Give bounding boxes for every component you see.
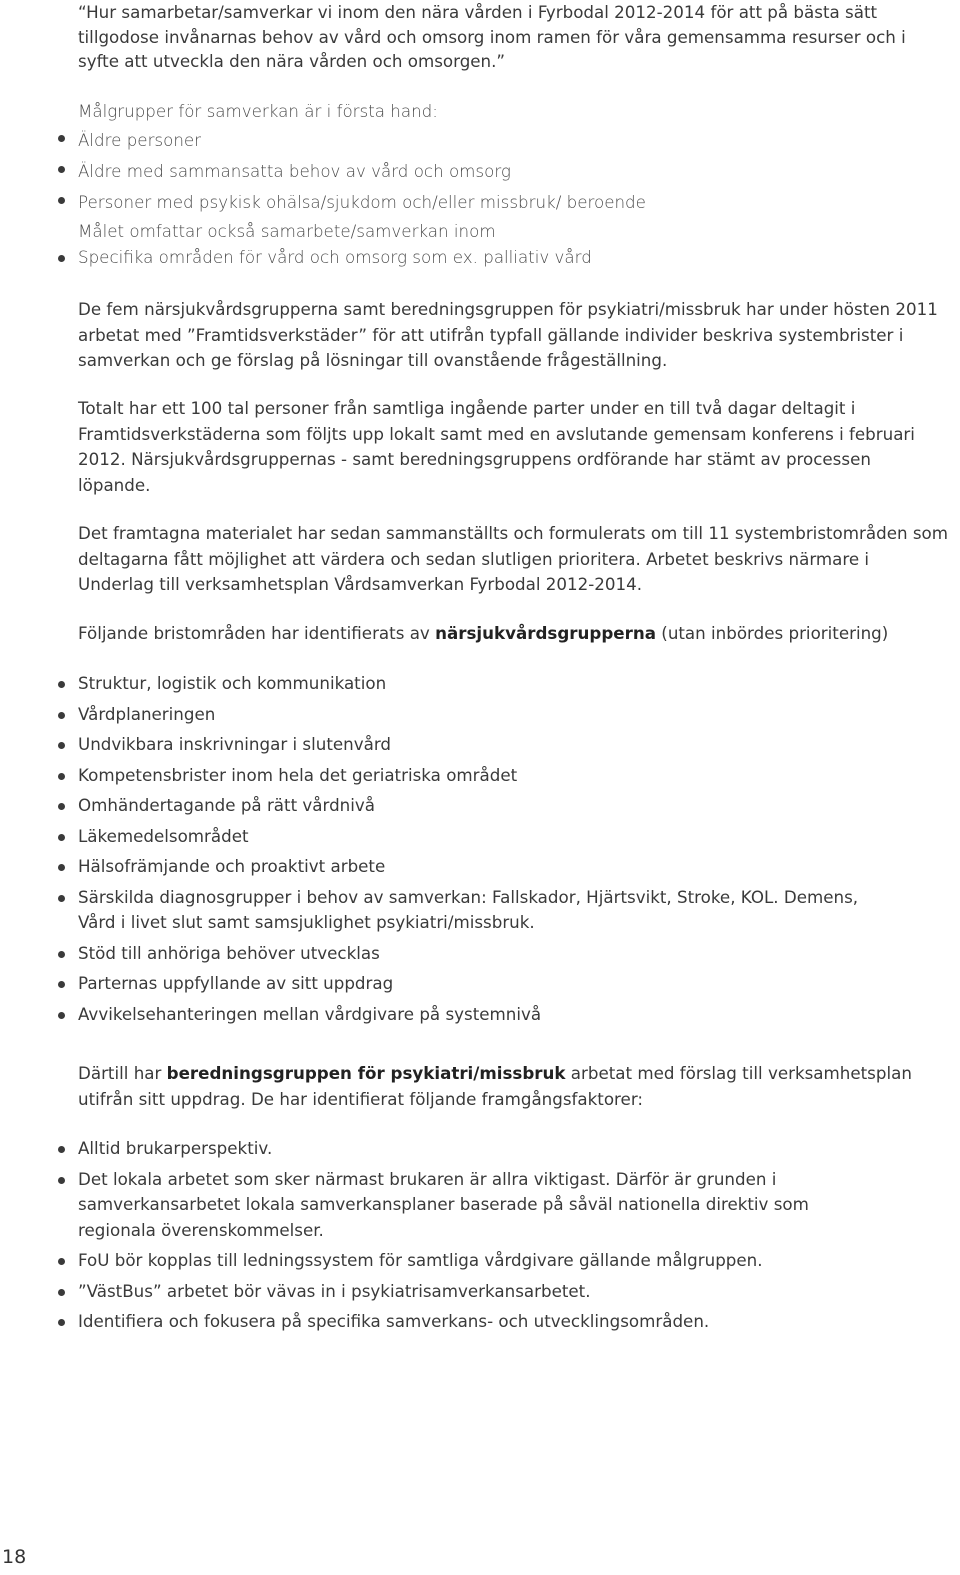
list-item: Parternas uppfyllande av sitt uppdrag bbox=[20, 971, 890, 997]
success-intro-text: Därtill har bbox=[78, 1063, 167, 1083]
success-intro-suffix: arbetat med förslag till verksamhetsplan utifrån sitt uppdrag. De har identifierat följande framgångsfaktorer: bbox=[78, 1063, 912, 1109]
target-groups-section bbox=[78, 98, 948, 270]
deficiency-intro-suffix: (utan inbördes prioritering) bbox=[656, 623, 889, 643]
quote-paragraph: “Hur samarbetar/samverkar vi inom den nära vården i Fyrbodal 2012-2014 för att på bästa sätt tillgodose invånarnas behov av vård och omsorg inom ramen för våra gemensamma resurser och i syfte att utveckla den nära vården och omsorgen.” bbox=[78, 2, 906, 71]
list-item: Struktur, logistik och kommunikation bbox=[20, 671, 890, 697]
list-item: Äldre med sammansatta behov av vård och omsorg bbox=[20, 156, 890, 187]
goal-heading: Målet omfattar också samarbete/samverkan inom bbox=[78, 221, 496, 241]
list-item: Personer med psykisk ohälsa/sjukdom och/eller missbruk/ beroende bbox=[20, 187, 890, 218]
list-item: Undvikbara inskrivningar i slutenvård bbox=[20, 732, 890, 758]
material-paragraph: Det framtagna materialet har sedan sammanställts och formulerats om till 11 systembristområden som deltagarna fått möjlighet att värdera och sedan slutligen prioritera. Arbetet beskrivs närmare i Underlag till verksamhetsplan Vårdsamverkan Fyrbodal 2012-2014. bbox=[78, 523, 949, 594]
success-factors-list bbox=[78, 1136, 948, 1340]
deficiency-list bbox=[78, 671, 948, 1032]
list-item: Äldre personer bbox=[20, 125, 890, 156]
success-intro-bold: beredningsgruppen för psykiatri/missbruk bbox=[166, 1063, 566, 1083]
page-number: 18 bbox=[2, 1546, 27, 1568]
list-item: Kompetensbrister inom hela det geriatriska området bbox=[20, 763, 890, 789]
list-item: Alltid brukarperspektiv. bbox=[20, 1136, 890, 1162]
goal-list bbox=[78, 245, 948, 270]
list-item: Specifika områden för vård och omsorg som ex. palliativ vård bbox=[20, 245, 890, 270]
deficiency-intro-text: Följande bristområden har identifierats av bbox=[78, 623, 436, 643]
list-item: ”VästBus” arbetet bör vävas in i psykiatrisamverkansarbetet. bbox=[20, 1279, 890, 1305]
list-item: Identifiera och fokusera på specifika samverkans- och utvecklingsområden. bbox=[20, 1309, 890, 1335]
deficiency-intro-bold: närsjukvårdsgrupperna bbox=[435, 623, 656, 643]
list-item: Det lokala arbetet som sker närmast brukaren är allra viktigast. Därför är grunden i samverkansarbetet lokala samverkansplaner baserade på såväl nationella direktiv som regionala överenskommelser. bbox=[20, 1167, 890, 1244]
list-item: Stöd till anhöriga behöver utvecklas bbox=[20, 941, 890, 967]
deficiency-intro bbox=[78, 621, 948, 647]
list-item: Hälsofrämjande och proaktivt arbete bbox=[20, 854, 890, 880]
framtidsverkstader-paragraph: De fem närsjukvårdsgrupperna samt beredningsgruppen för psykiatri/missbruk har under hösten 2011 arbetat med ”Framtidsverkstäder” för att utifrån typfall gällande individer beskriva systembrister i samverkan och ge förslag på lösningar till ovanstående frågeställning. bbox=[78, 299, 938, 370]
list-item: Avvikelsehanteringen mellan vårdgivare på systemnivå bbox=[20, 1002, 890, 1028]
list-item: FoU bör kopplas till ledningssystem för samtliga vårdgivare gällande målgruppen. bbox=[20, 1248, 890, 1274]
target-groups-list bbox=[78, 125, 948, 218]
list-item: Omhändertagande på rätt vårdnivå bbox=[20, 793, 890, 819]
list-item: Särskilda diagnosgrupper i behov av samverkan: Fallskador, Hjärtsvikt, Stroke, KOL. Demens, Vård i livet slut samt samsjuklighet psykiatri/missbruk. bbox=[20, 885, 890, 936]
success-intro bbox=[78, 1061, 948, 1112]
list-item: Läkemedelsområdet bbox=[20, 824, 890, 850]
participants-paragraph: Totalt har ett 100 tal personer från samtliga ingående parter under en till två dagar deltagit i Framtidsverkstäderna som följts upp lokalt samt med en avslutande gemensam konferens i februari 2012. Närsjukvårdsgruppernas - samt beredningsgruppens ordförande har stämt av processen löpande. bbox=[78, 398, 915, 495]
target-groups-heading: Målgrupper för samverkan är i första hand: bbox=[78, 101, 438, 121]
list-item: Vårdplaneringen bbox=[20, 702, 890, 728]
